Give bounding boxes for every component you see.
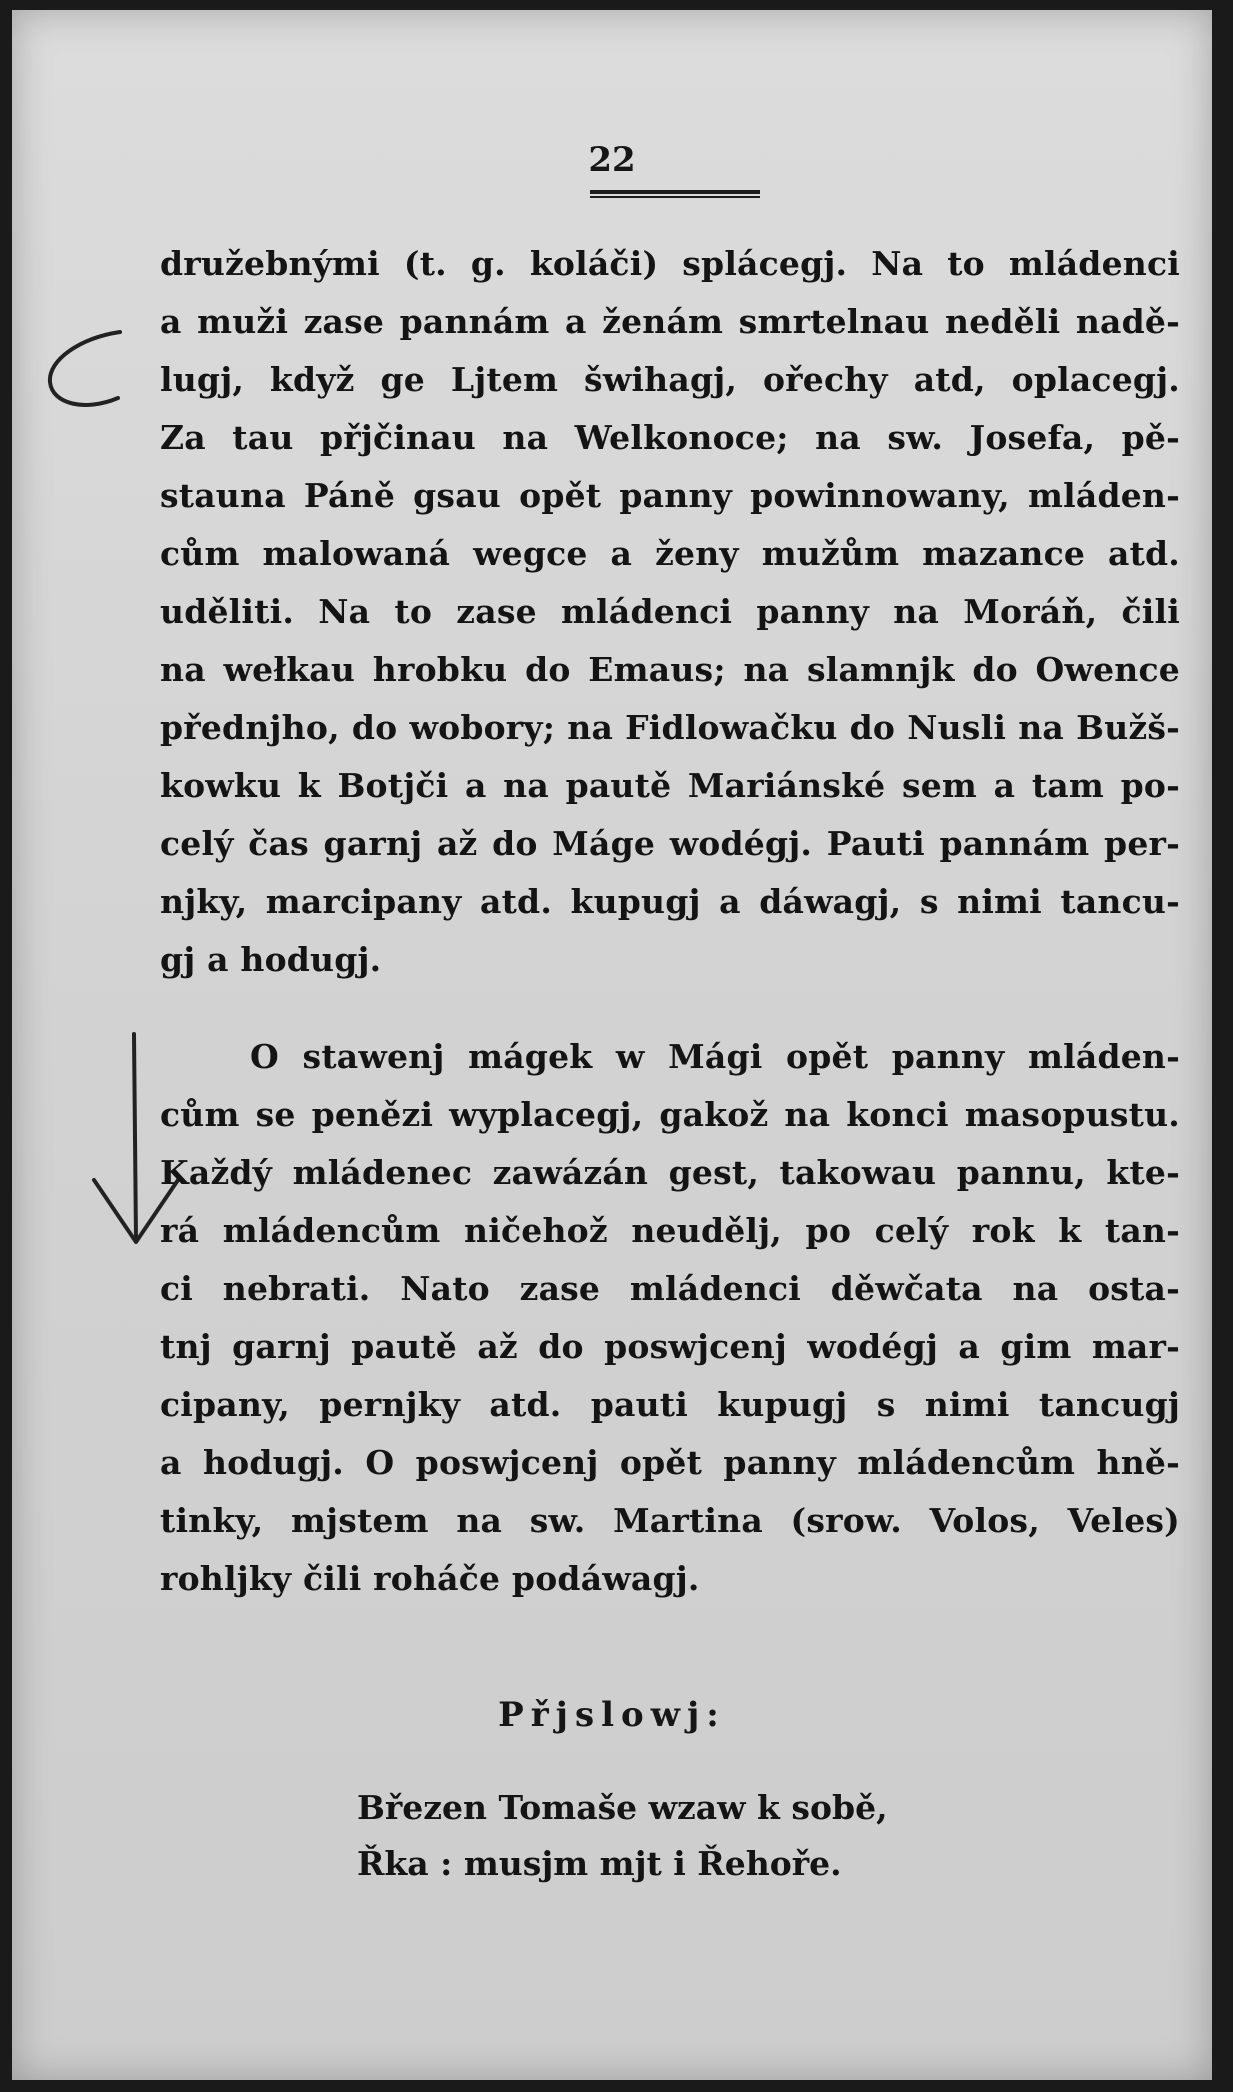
paragraph-2-line: tinky, mjstem na sw. Martina (srow. Volos, Veles) <box>160 1501 1180 1540</box>
paragraph-1-line: a muži zase pannám a ženám smrtelnau neděli nadě- <box>160 302 1180 341</box>
paragraph-2-line: ci nebrati. Nato zase mládenci děwčata na osta- <box>160 1269 1180 1308</box>
paragraph-1-line: uděliti. Na to zase mládenci panny na Moráň, čili <box>160 592 1180 631</box>
page-number-rule <box>590 190 760 198</box>
proverb-line: Řka : musjm mjt i Řehoře. <box>357 1844 842 1883</box>
paragraph-1-line: Za tau přjčinau na Welkonoce; na sw. Josefa, pě- <box>160 418 1180 457</box>
paragraph-1-line: lugj, když ge Ljtem šwihagj, ořechy atd, oplacegj. <box>160 360 1180 399</box>
page-number: 22 <box>588 140 636 180</box>
proverb-heading: Přjslowj: <box>498 1695 726 1735</box>
margin-c-mark <box>40 320 130 430</box>
paragraph-2-line: cipany, pernjky atd. pauti kupugj s nimi tancugj <box>160 1385 1180 1424</box>
paragraph-1-line: celý čas garnj až do Máge wodégj. Pauti pannám per- <box>160 824 1180 863</box>
paragraph-2-line: Každý mládenec zawázán gest, takowau pannu, kte- <box>160 1153 1180 1192</box>
proverb-line: Březen Tomaše wzaw k sobě, <box>357 1788 888 1827</box>
paragraph-1-line: na wełkau hrobku do Emaus; na slamnjk do Owence <box>160 650 1180 689</box>
paragraph-1-line: cům malowaná wegce a ženy mužům mazance atd. <box>160 534 1180 573</box>
paragraph-2-line: rá mládencům ničehož neudělj, po celý rok k tan- <box>160 1211 1180 1250</box>
paragraph-1-line: stauna Páně gsau opět panny powinnowany, mláden- <box>160 476 1180 515</box>
paragraph-1-line: družebnými (t. g. koláči) splácegj. Na to mládenci <box>160 244 1180 283</box>
paragraph-1-line: gj a hodugj. <box>160 940 382 979</box>
paragraph-1-line: kowku k Botjči a na pautě Mariánské sem a tam po- <box>160 766 1180 805</box>
paragraph-1-line: přednjho, do wobory; na Fidlowačku do Nusli na Bužš- <box>160 708 1180 747</box>
paragraph-2-line: cům se penězi wyplacegj, gakož na konci masopustu. <box>160 1095 1180 1134</box>
paragraph-1 <box>160 235 1180 989</box>
paragraph-2 <box>160 1028 1180 1608</box>
proverb-verse <box>357 1780 888 1892</box>
paragraph-2-line: O stawenj mágek w Mági opět panny mláden- <box>250 1037 1180 1076</box>
paragraph-1-line: njky, marcipany atd. kupugj a dáwagj, s nimi tancu- <box>160 882 1180 921</box>
book-page <box>12 10 1212 2080</box>
paragraph-2-line: a hodugj. O poswjcenj opět panny mládencům hně- <box>160 1443 1180 1482</box>
paragraph-2-line: tnj garnj pautě až do poswjcenj wodégj a gim mar- <box>160 1327 1180 1366</box>
paragraph-2-line: rohljky čili roháče podáwagj. <box>160 1559 700 1598</box>
